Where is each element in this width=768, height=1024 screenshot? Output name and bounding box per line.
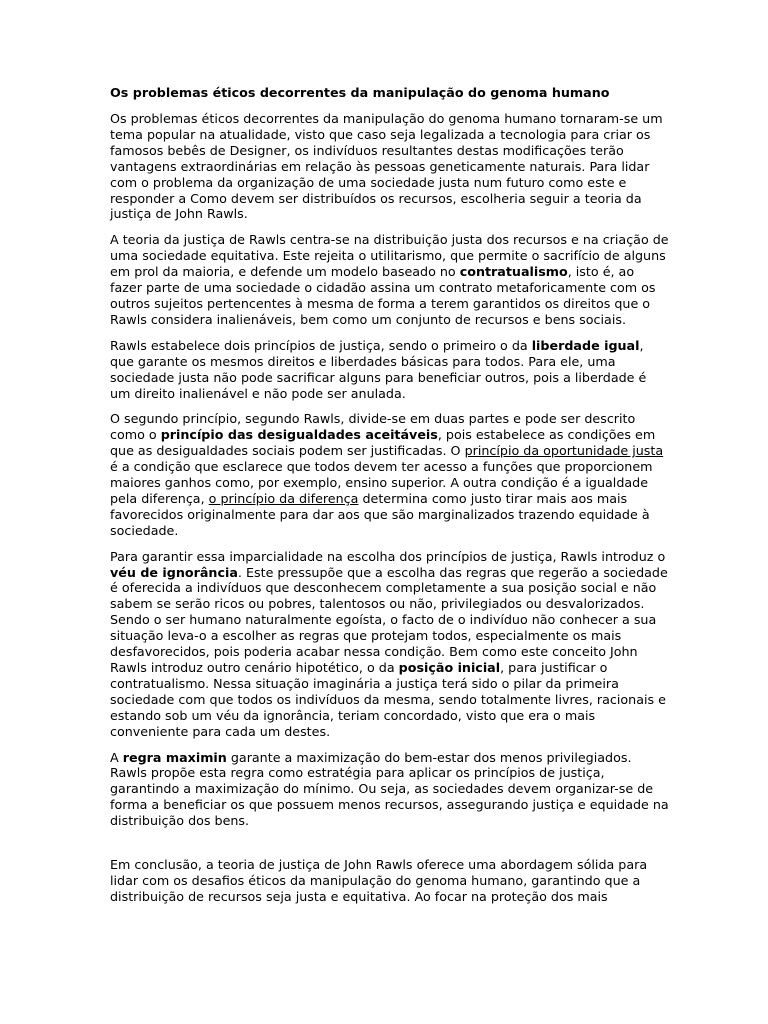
text-run: , que garante os mesmos direitos e liberdades básicas para todos. Para ele, uma sociedade justa não pode sacrificar alguns para beneficiar outros, pois a liberdade é um direito inalienável e não pode ser anulada. — [110, 337, 647, 401]
text-run: , pois estabelece as condições em que as desigualdades sociais podem ser justificadas. O — [110, 427, 656, 459]
text-run: garante a maximização do bem-estar dos menos privilegiados. Rawls propõe esta regra como estratégia para aplicar os princípios de justiça, garantindo a maximização do mínimo. Ou seja, as sociedades devem organizar-se de forma a beneficiar os que possuem menos recursos, assegurando justiça e equidade na distribuição dos bens. — [110, 749, 669, 829]
text-run: , para justificar o contratualismo. Nessa situação imaginária a justiça terá sido o pilar da primeira sociedade com que todos os indivíduos da mesma, sendo totalmente livres, racionais e estando sob um véu da ignorância, teriam concordado, visto que era o mais conveniente para cada um destes. — [110, 660, 666, 739]
paragraph-maximin — [110, 750, 670, 830]
bold-term-desigualdades-aceitaveis: princípio das desigualdades aceitáveis — [160, 427, 438, 443]
text-run: é a condição que esclarece que todos devem ter acesso a funções que proporcionem maiores ganhos como, por exemplo, ensino superior. A outra condição é a igualdade pela diferença, — [110, 459, 653, 506]
paragraph-first-principle — [110, 338, 670, 402]
text-run: Para garantir essa imparcialidade na escolha dos princípios de justiça, Rawls introduz o — [110, 548, 666, 564]
bold-term-liberdade-igual: liberdade igual — [531, 337, 640, 353]
paragraph-rawls-theory — [110, 232, 670, 327]
document-title: Os problemas éticos decorrentes da manipulação do genoma humano — [110, 85, 610, 100]
bold-term-veu-ignorancia: véu de ignorância — [110, 564, 238, 580]
text-run: determina como justo tirar mais aos mais favorecidos originalmente para dar aos que são marginalizados trazendo equidade à sociedade. — [110, 490, 650, 538]
text-run: A teoria da justiça de Rawls centra-se na distribuição justa dos recursos e na criação de uma sociedade equitativa. Este rejeita o utilitarismo, que permite o sacrifício de alguns em prol da maioria, e defende um modelo baseado no — [110, 232, 669, 280]
underlined-term-principio-diferenca: o princípio da diferença — [208, 490, 359, 506]
bold-term-contratualismo: contratualismo — [459, 264, 568, 280]
bold-term-posicao-inicial: posição inicial — [398, 660, 501, 675]
paragraph-veil-of-ignorance — [110, 549, 670, 740]
paragraph-conclusion: Em conclusão, a teoria de justiça de John Rawls oferece uma abordagem sólida para lidar com os desafios éticos da manipulação do genoma humano, garantindo que a distribuição de recursos seja justa e equitativa. Ao focar na proteção dos mais — [110, 857, 648, 904]
paragraph-second-principle — [110, 411, 670, 538]
text-run: . Este pressupõe que a escolha das regras que regerão a sociedade é oferecida a indivíduos que desconhecem completamente a sua posição social e não sabem se serão ricos ou pobres, talentosos ou não, privilegiados ou desvalorizados. Sendo o ser humano naturalmente egoísta, o facto de o indivíduo não conhecer a sua situação leva-o a escolher as regras que protejam todos, especialmente os mais desfavorecidos, pois poderia acabar nessa condição. Bem como este conceito John Rawls introduz outro cenário hipotético, o da — [110, 564, 668, 675]
text-run: O segundo princípio, segundo Rawls, divide-se em duas partes e pode ser descrito como o — [110, 411, 636, 443]
text-run: Rawls estabelece dois princípios de justiça, sendo o primeiro o da — [110, 337, 532, 353]
bold-term-regra-maximin: regra maximin — [122, 749, 227, 765]
text-run: A — [110, 749, 123, 765]
underlined-term-oportunidade-justa: princípio da oportunidade justa — [464, 443, 664, 459]
text-run: , isto é, ao fazer parte de uma sociedade o cidadão assina um contrato metaforicamente com os outros sujeitos pertencentes à mesma de forma a terem garantidos os direitos que o Rawls considera inalienáveis, bem como um conjunto de recursos e bens sociais. — [110, 264, 656, 327]
paragraph-introduction: Os problemas éticos decorrentes da manipulação do genoma humano tornaram-se um tema popular na atualidade, visto que caso seja legalizada a tecnologia para criar os famosos bebês de Designer, os indivíduos resultantes destas modificações terão vantagens extraordinárias em relação às pessoas geneticamente naturais. Para lidar com o problema da organização de uma sociedade justa num futuro como este e responder a Como devem ser distribuídos os recursos, escolheria seguir a teoria da justiça de John Rawls. — [110, 111, 663, 222]
document-body — [110, 85, 670, 915]
